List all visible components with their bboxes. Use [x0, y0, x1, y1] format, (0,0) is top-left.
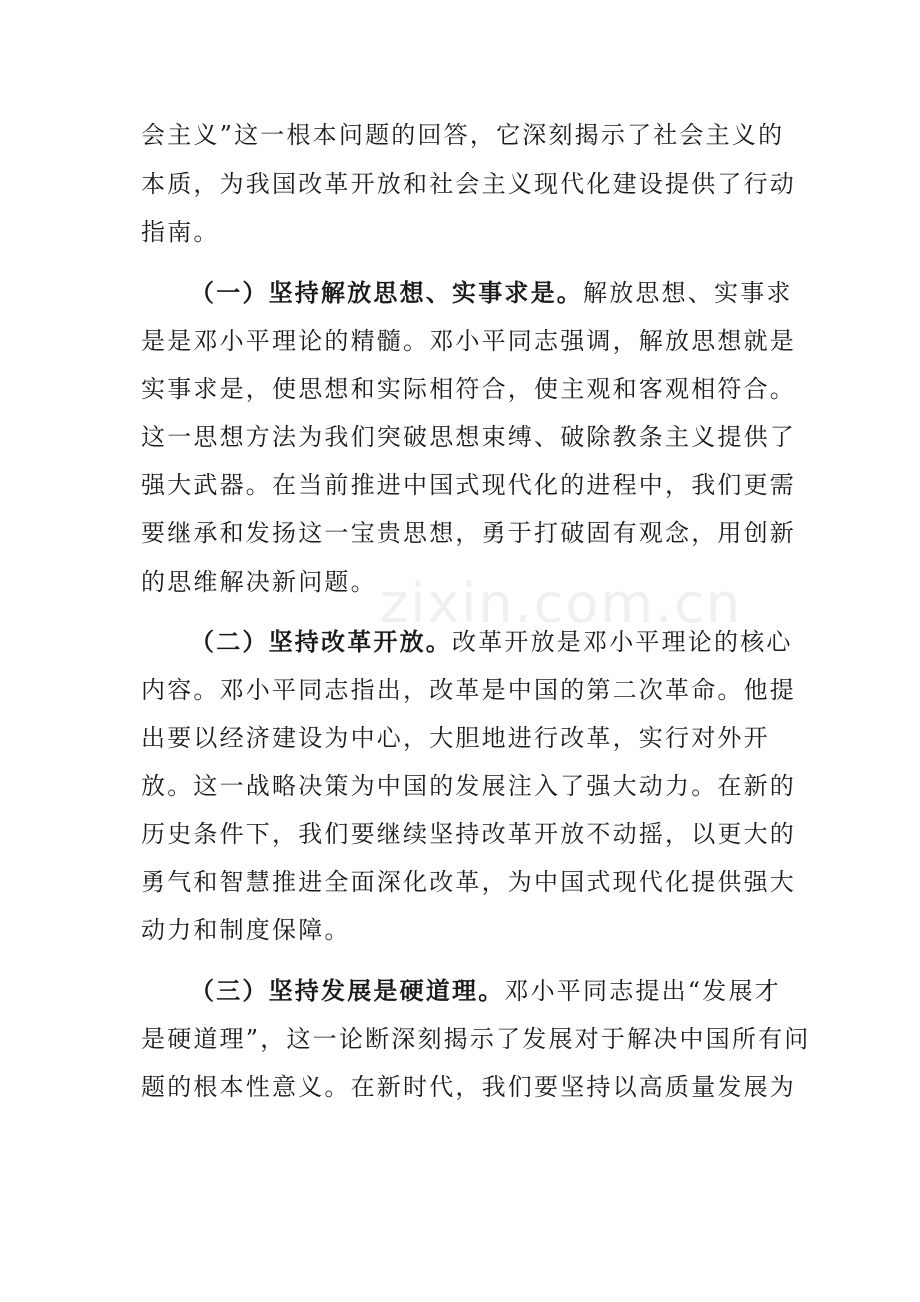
body-text-line: 动力和制度保障。	[141, 916, 351, 944]
body-text-line: 题的根本性意义。在新时代，我们要坚持以高质量发展为	[141, 1073, 796, 1101]
section-heading: （一）坚持解放思想、实事求是。	[190, 278, 583, 307]
body-text-line: 会主义”这一根本问题的回答，它深刻揭示了社会主义的	[141, 121, 785, 149]
section-heading-line	[190, 969, 781, 1013]
body-text: 邓小平同志提出“发展才	[504, 977, 781, 1005]
section-heading: （二）坚持改革开放。	[190, 627, 452, 656]
section-heading-line	[190, 620, 793, 664]
watermark: zixin.com.cn	[380, 572, 743, 635]
body-text-line: 出要以经济建设为中心，大胆地进行改革，实行对外开	[141, 724, 770, 752]
body-text-line: 指南。	[141, 218, 220, 246]
body-text-line: 放。这一战略决策为中国的发展注入了强大动力。在新的	[141, 772, 796, 800]
body-text-line: 强大武器。在当前推进中国式现代化的进程中，我们更需	[141, 471, 796, 499]
body-text-line: 历史条件下，我们要继续坚持改革开放不动摇，以更大的	[141, 820, 796, 848]
body-text: 改革开放是邓小平理论的核心	[452, 628, 793, 656]
body-text-line: 内容。邓小平同志指出，改革是中国的第二次革命。他提	[141, 676, 796, 704]
body-text-line: 勇气和智慧推进全面深化改革，为中国式现代化提供强大	[141, 868, 796, 896]
section-heading-line	[190, 271, 793, 315]
body-text-line: 本质，为我国改革开放和社会主义现代化建设提供了行动	[141, 170, 796, 198]
body-text-line: 是硬道理”，这一论断深刻揭示了发展对于解决中国所有问	[141, 1025, 811, 1053]
body-text-line: 是是邓小平理论的精髓。邓小平同志强调，解放思想就是	[141, 327, 796, 355]
body-text-line: 这一思想方法为我们突破思想束缚、破除教条主义提供了	[141, 423, 796, 451]
section-heading: （三）坚持发展是硬道理。	[190, 976, 505, 1005]
body-text: 解放思想、实事求	[583, 279, 793, 307]
body-text-line: 要继承和发扬这一宝贵思想，勇于打破固有观念，用创新	[141, 519, 796, 547]
body-text-line: 的思维解决新问题。	[141, 568, 377, 596]
body-text-line: 实事求是，使思想和实际相符合，使主观和客观相符合。	[141, 375, 796, 403]
